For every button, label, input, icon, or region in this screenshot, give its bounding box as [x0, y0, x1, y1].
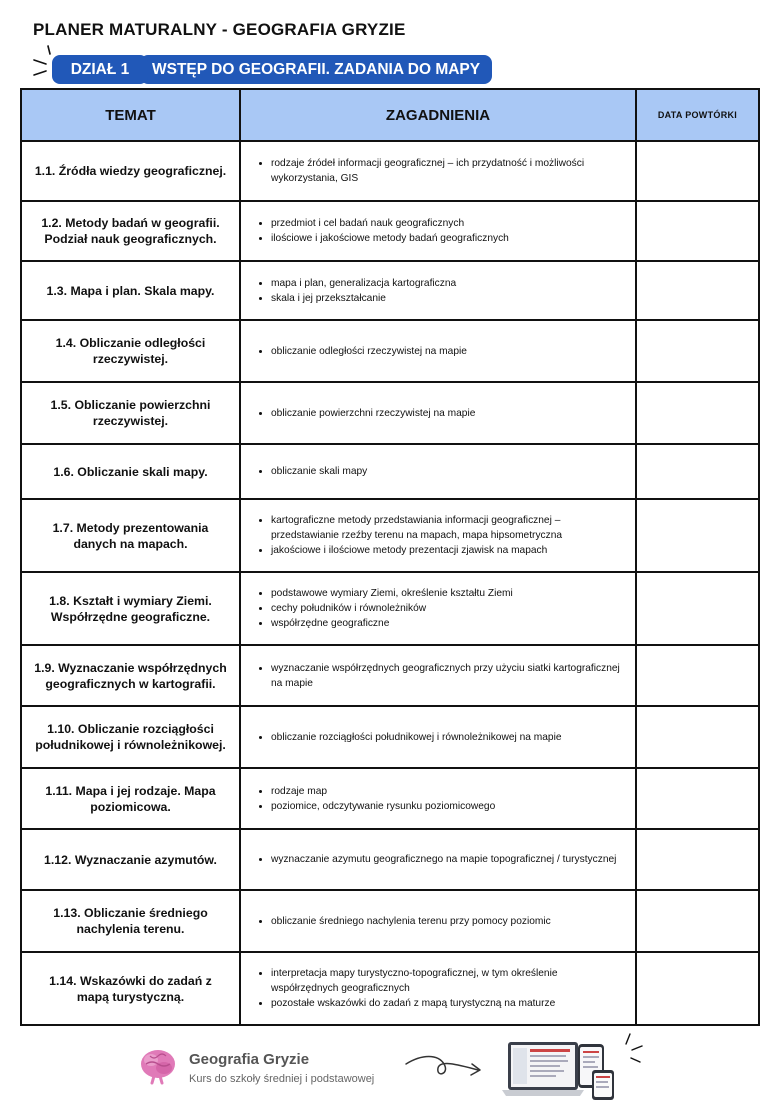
topic-cell: 1.2. Metody badań w geografii. Podział nauk geograficznych.: [21, 201, 240, 261]
brand-name: Geografia Gryzie: [189, 1051, 310, 1068]
topic-cell: 1.6. Obliczanie skali mapy.: [21, 444, 240, 499]
review-date-cell[interactable]: [636, 572, 759, 645]
topic-cell: 1.9. Wyznaczanie współrzędnych geograficznych w kartografii.: [21, 645, 240, 706]
topic-cell: 1.12. Wyznaczanie azymutów.: [21, 829, 240, 890]
issues-cell: [240, 645, 636, 706]
topic-cell: 1.10. Obliczanie rozciągłości południkowej i równoleżnikowej.: [21, 706, 240, 768]
issue-item: • obliczanie skali mapy: [271, 464, 627, 479]
brand-subtitle: Kurs do szkoły średniej i podstawowej: [189, 1073, 375, 1085]
issues-list: [245, 156, 627, 186]
topic-cell: 1.4. Obliczanie odległości rzeczywistej.: [21, 320, 240, 382]
issue-item: • podstawowe wymiary Ziemi, określenie kształtu Ziemi: [271, 586, 627, 601]
review-date-cell[interactable]: [636, 645, 759, 706]
table-row: [21, 706, 759, 768]
issues-cell: [240, 201, 636, 261]
table-row: [21, 768, 759, 829]
issues-cell: [240, 768, 636, 829]
topic-cell: 1.11. Mapa i jej rodzaje. Mapa poziomicowa.: [21, 768, 240, 829]
table-row: [21, 382, 759, 444]
section-title-badge: WSTĘP DO GEOGRAFII. ZADANIA DO MAPY: [140, 55, 492, 84]
issue-item: • przedmiot i cel badań nauk geograficznych: [271, 216, 627, 231]
table-row: [21, 499, 759, 572]
issue-item: • interpretacja mapy turystyczno-topograficznej, w tym określenie współrzędnych geograficznych: [271, 966, 627, 996]
issues-list: [245, 784, 627, 814]
issue-item: • obliczanie powierzchni rzeczywistej na mapie: [271, 406, 627, 421]
issues-list: [245, 661, 627, 691]
brain-icon: [138, 1046, 178, 1086]
page-title: PLANER MATURALNY - GEOGRAFIA GRYZIE: [33, 20, 406, 39]
topic-cell: 1.8. Kształt i wymiary Ziemi. Współrzędne geograficzne.: [21, 572, 240, 645]
issues-list: [245, 586, 627, 631]
table-header-row: [21, 89, 759, 141]
issues-cell: [240, 829, 636, 890]
table-row: [21, 890, 759, 952]
issues-list: [245, 344, 627, 359]
issues-list: [245, 513, 627, 558]
issue-item: • wyznaczanie azymutu geograficznego na mapie topograficznej / turystycznej: [271, 852, 627, 867]
issues-list: [245, 464, 627, 479]
topic-cell: 1.7. Metody prezentowania danych na mapach.: [21, 499, 240, 572]
issue-item: • rodzaje map: [271, 784, 627, 799]
issues-cell: [240, 706, 636, 768]
devices-icon: [500, 1032, 645, 1104]
table-row: [21, 829, 759, 890]
issues-list: [245, 852, 627, 867]
issue-item: • obliczanie średniego nachylenia terenu przy pomocy poziomic: [271, 914, 627, 929]
issues-cell: [240, 141, 636, 201]
issues-cell: [240, 261, 636, 320]
review-date-cell[interactable]: [636, 444, 759, 499]
issues-cell: [240, 952, 636, 1025]
issue-item: • obliczanie rozciągłości południkowej i równoleżnikowej na mapie: [271, 730, 627, 745]
issue-item: • poziomice, odczytywanie rysunku poziomicowego: [271, 799, 627, 814]
issue-item: • współrzędne geograficzne: [271, 616, 627, 631]
review-date-cell[interactable]: [636, 201, 759, 261]
issue-item: • rodzaje źródeł informacji geograficznej – ich przydatność i możliwości wykorzystania, GIS: [271, 156, 627, 186]
issues-cell: [240, 320, 636, 382]
issue-item: • wyznaczanie współrzędnych geograficznych przy użyciu siatki kartograficznej na mapie: [271, 661, 627, 691]
issues-cell: [240, 382, 636, 444]
table-row: [21, 444, 759, 499]
review-date-cell[interactable]: [636, 261, 759, 320]
table-row: [21, 952, 759, 1025]
review-date-cell[interactable]: [636, 706, 759, 768]
topic-cell: 1.14. Wskazówki do zadań z mapą turystyczną.: [21, 952, 240, 1025]
issues-list: [245, 914, 627, 929]
curly-arrow-icon: [404, 1050, 486, 1084]
issues-cell: [240, 444, 636, 499]
issues-list: [245, 406, 627, 421]
review-date-cell[interactable]: [636, 320, 759, 382]
review-date-cell[interactable]: [636, 952, 759, 1025]
topic-cell: 1.3. Mapa i plan. Skala mapy.: [21, 261, 240, 320]
review-date-cell[interactable]: [636, 382, 759, 444]
column-header-review-date: DATA POWTÓRKI: [636, 89, 759, 141]
issue-item: • mapa i plan, generalizacja kartograficzna: [271, 276, 627, 291]
table-row: [21, 201, 759, 261]
issue-item: • jakościowe i ilościowe metody prezentacji zjawisk na mapach: [271, 543, 627, 558]
issues-cell: [240, 890, 636, 952]
issue-item: • ilościowe i jakościowe metody badań geograficznych: [271, 231, 627, 246]
issues-cell: [240, 572, 636, 645]
table-row: [21, 141, 759, 201]
issues-list: [245, 276, 627, 306]
issue-item: • skala i jej przekształcanie: [271, 291, 627, 306]
issues-list: [245, 966, 627, 1011]
issue-item: • kartograficzne metody przedstawiania informacji geograficznej – przedstawianie rzeźby terenu na mapach, mapa hipsometryczna: [271, 513, 627, 543]
issue-item: • obliczanie odległości rzeczywistej na mapie: [271, 344, 627, 359]
review-date-cell[interactable]: [636, 829, 759, 890]
issue-item: • pozostałe wskazówki do zadań z mapą turystyczną na maturze: [271, 996, 627, 1011]
column-header-topic: TEMAT: [21, 89, 240, 141]
table-row: [21, 572, 759, 645]
review-date-cell[interactable]: [636, 890, 759, 952]
review-date-cell[interactable]: [636, 499, 759, 572]
table-row: [21, 645, 759, 706]
issue-item: • cechy południków i równoleżników: [271, 601, 627, 616]
review-date-cell[interactable]: [636, 768, 759, 829]
issues-list: [245, 730, 627, 745]
column-header-issues: ZAGADNIENIA: [240, 89, 636, 141]
issues-list: [245, 216, 627, 246]
topic-cell: 1.13. Obliczanie średniego nachylenia terenu.: [21, 890, 240, 952]
topic-cell: 1.5. Obliczanie powierzchni rzeczywistej.: [21, 382, 240, 444]
review-date-cell[interactable]: [636, 141, 759, 201]
topic-cell: 1.1. Źródła wiedzy geograficznej.: [21, 141, 240, 201]
planner-table: [20, 88, 760, 1026]
table-row: [21, 261, 759, 320]
section-number-badge: DZIAŁ 1: [52, 55, 148, 84]
issues-cell: [240, 499, 636, 572]
table-row: [21, 320, 759, 382]
